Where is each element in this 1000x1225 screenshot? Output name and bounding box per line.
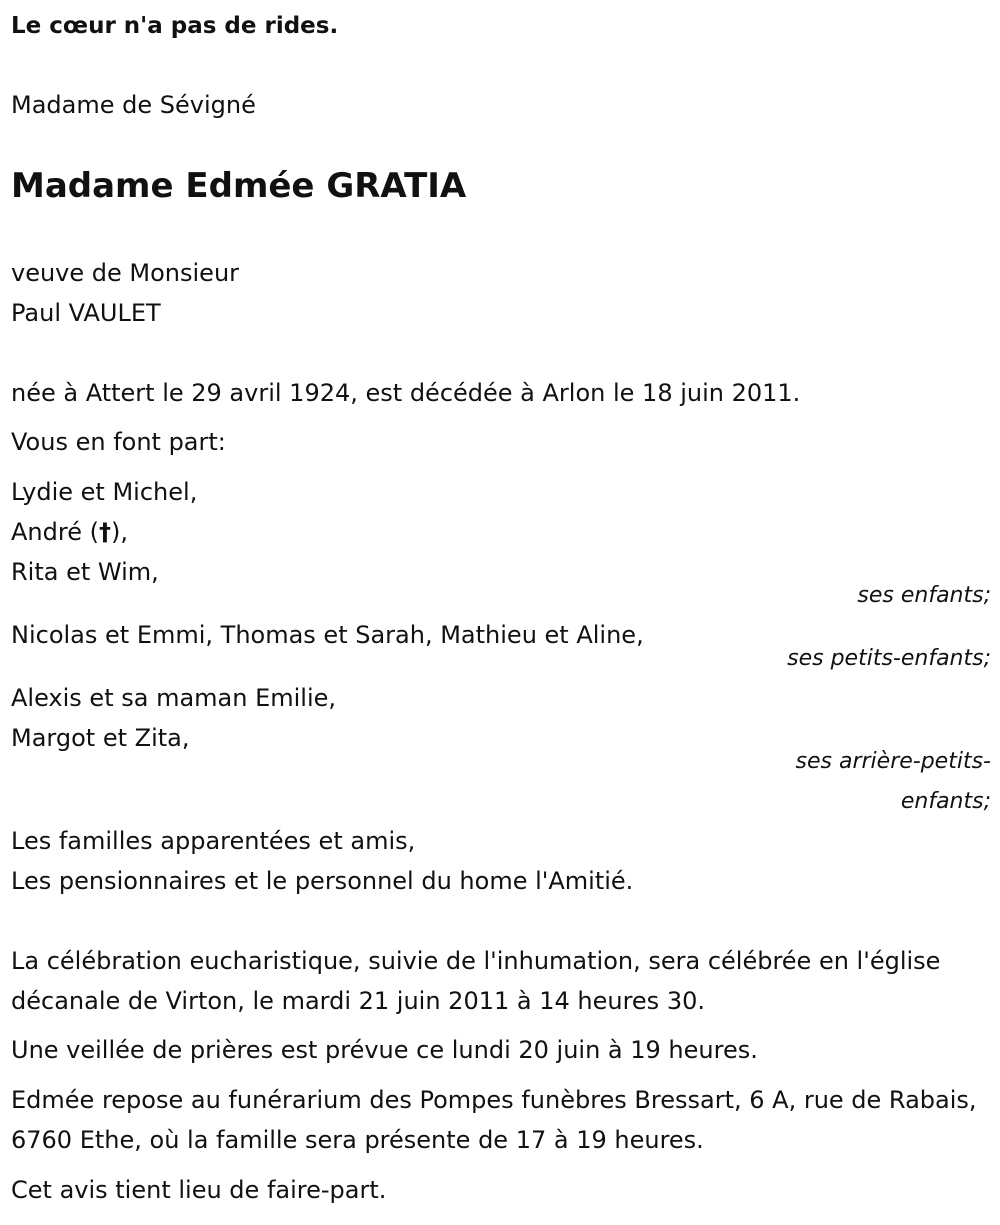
children-role: ses enfants; — [857, 583, 991, 608]
children-line-1: Lydie et Michel, — [11, 478, 198, 506]
children-line-2-suffix: ), — [110, 518, 128, 546]
epigraph-author: Madame de Sévigné — [11, 91, 256, 119]
others-line-2: Les pensionnaires et le personnel du home l'Amitié. — [11, 867, 634, 895]
great-grandchildren-role-2: enfants; — [900, 789, 991, 814]
grandchildren-role: ses petits-enfants; — [787, 646, 991, 671]
children-line-2 — [11, 517, 128, 547]
widow-line-2: Paul VAULET — [11, 299, 161, 327]
announcers-intro: Vous en font part: — [11, 428, 226, 456]
birth-death-line: née à Attert le 29 avril 1924, est décédée à Arlon le 18 juin 2011. — [11, 379, 801, 407]
closing-line: Cet avis tient lieu de faire-part. — [11, 1176, 387, 1204]
great-grandchildren-role-1: ses arrière-petits- — [795, 749, 991, 774]
others-line-1: Les familles apparentées et amis, — [11, 827, 416, 855]
deceased-name: Madame Edmée GRATIA — [11, 166, 467, 206]
great-grandchildren-line-2: Margot et Zita, — [11, 724, 190, 752]
vigil-line: Une veillée de prières est prévue ce lundi 20 juin à 19 heures. — [11, 1036, 758, 1064]
cross-icon: † — [98, 518, 111, 546]
ceremony-paragraph: La célébration eucharistique, suivie de l'inhumation, sera célébrée en l'église décanale de Virton, le mardi 21 juin 2011 à 14 heures 30. — [11, 947, 941, 1015]
children-line-3: Rita et Wim, — [11, 558, 159, 586]
widow-line-1: veuve de Monsieur — [11, 259, 240, 287]
rest-location-paragraph: Edmée repose au funérarium des Pompes funèbres Bressart, 6 A, rue de Rabais, 6760 Ethe, où la famille sera présente de 17 à 19 heures. — [11, 1086, 977, 1154]
grandchildren-line: Nicolas et Emmi, Thomas et Sarah, Mathieu et Aline, — [11, 621, 644, 649]
children-line-2-prefix: André ( — [11, 518, 99, 546]
epigraph-quote: Le cœur n'a pas de rides. — [11, 13, 339, 39]
great-grandchildren-line-1: Alexis et sa maman Emilie, — [11, 684, 337, 712]
